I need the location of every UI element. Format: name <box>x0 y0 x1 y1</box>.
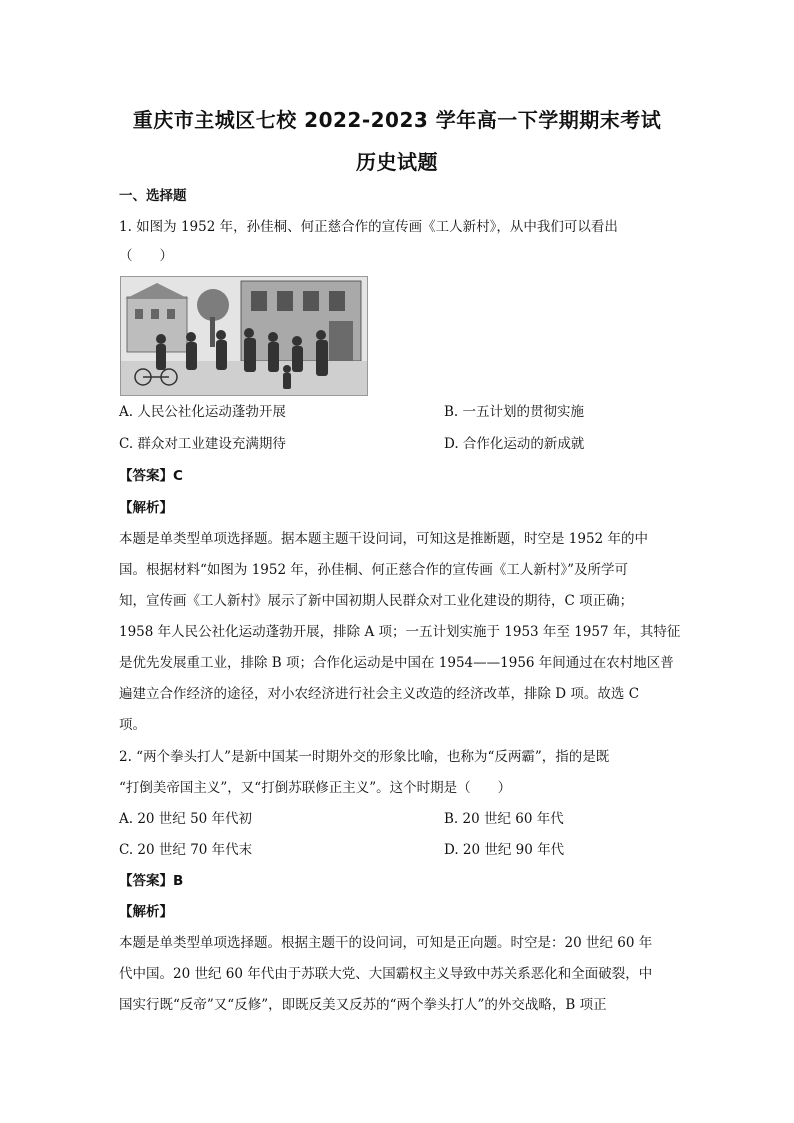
q1-analysis-line: 遍建立合作经济的途径，对小农经济进行社会主义改造的经济改革，排除 D 项。故选 C <box>119 686 640 702</box>
q1-analysis-line: 国。根据材料“如图为 1952 年，孙佳桐、何正慈合作的宣传画《工人新村》”及所学可 <box>119 562 628 578</box>
q2-option-a[interactable]: A. 20 世纪 50 年代初 <box>119 811 253 827</box>
exam-title: 重庆市主城区七校 2022-2023 学年高一下学期期末考试 <box>132 108 662 132</box>
q1-analysis-line: 知，宣传画《工人新村》展示了新中国初期人民群众对工业化建设的期待，C 项正确； <box>119 593 634 609</box>
q2-analysis-line: 代中国。20 世纪 60 年代由于苏联大党、大国霸权主义导致中苏关系恶化和全面破裂，中 <box>119 966 653 982</box>
q1-stem-line2: （ ） <box>119 248 173 264</box>
propaganda-poster-image <box>120 276 368 396</box>
q2-option-b[interactable]: B. 20 世纪 60 年代 <box>444 811 564 827</box>
q1-analysis-line: 是优先发展重工业，排除 B 项；合作化运动是中国在 1954——1956 年间通过在农村地区普 <box>119 655 674 671</box>
q2-option-d[interactable]: D. 20 世纪 90 年代 <box>444 842 565 858</box>
q1-option-d[interactable]: D. 合作化运动的新成就 <box>444 436 585 452</box>
q2-stem-line1: 2. “两个拳头打人”是新中国某一时期外交的形象比喻，也称为“反两霸”，指的是既 <box>119 749 610 765</box>
q1-answer: 【答案】C <box>119 468 183 484</box>
q1-analysis-line: 本题是单类型单项选择题。据本题主题干设问词，可知这是推断题，时空是 1952 年的中 <box>119 531 648 547</box>
q2-analysis-label: 【解析】 <box>119 904 173 920</box>
q2-analysis-line: 国实行既“反帝”又“反修”，即既反美又反苏的“两个拳头打人”的外交战略，B 项正 <box>119 997 607 1013</box>
q1-option-a[interactable]: A. 人民公社化运动蓬勃开展 <box>119 404 286 420</box>
q2-analysis-line: 本题是单类型单项选择题。根据主题干的设问词，可知是正向题。时空是：20 世纪 60 年 <box>119 935 653 951</box>
poster-illustration-icon <box>121 277 367 395</box>
q2-answer: 【答案】B <box>119 873 184 889</box>
q1-option-b[interactable]: B. 一五计划的贯彻实施 <box>444 404 585 420</box>
q1-analysis-label: 【解析】 <box>119 500 173 516</box>
q1-analysis-line: 1958 年人民公社化运动蓬勃开展，排除 A 项；一五计划实施于 1953 年至 1957 年，其特征 <box>119 624 681 640</box>
section-heading: 一、选择题 <box>119 188 187 204</box>
q1-option-c[interactable]: C. 群众对工业建设充满期待 <box>119 436 286 452</box>
q2-stem-line2: “打倒美帝国主义”，又“打倒苏联修正主义”。这个时期是（ ） <box>119 780 512 796</box>
q2-option-c[interactable]: C. 20 世纪 70 年代末 <box>119 842 253 858</box>
q1-stem-line1: 1. 如图为 1952 年，孙佳桐、何正慈合作的宣传画《工人新村》，从中我们可以看出 <box>119 219 618 235</box>
exam-subtitle: 历史试题 <box>356 150 438 174</box>
q1-analysis-line: 项。 <box>119 717 146 733</box>
